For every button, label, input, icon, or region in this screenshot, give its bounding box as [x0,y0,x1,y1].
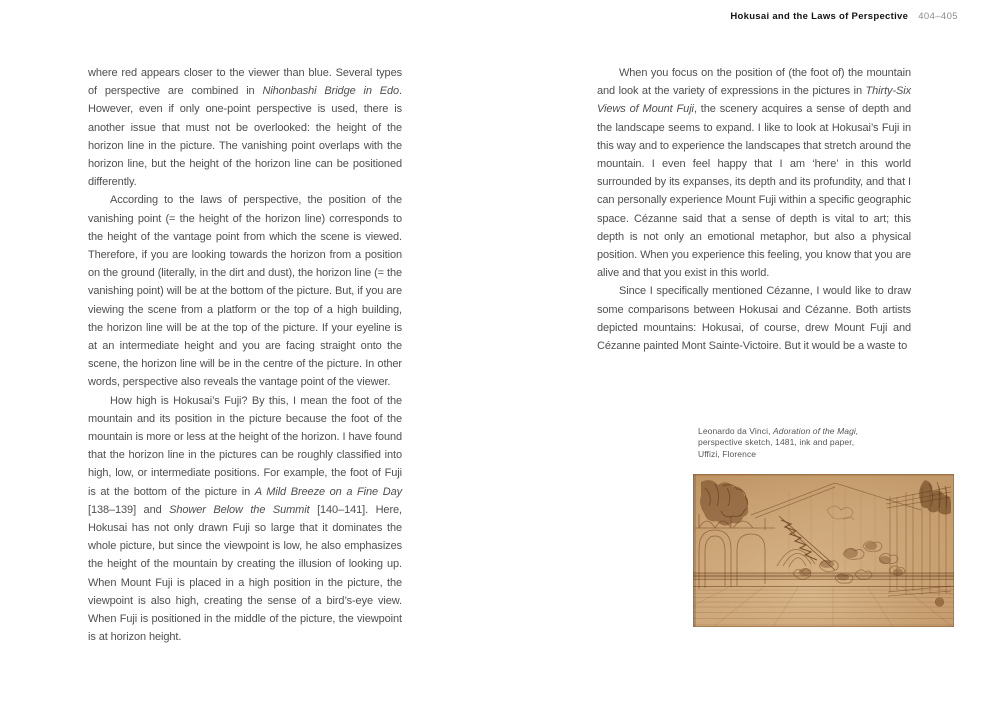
paragraph: where red appears closer to the viewer than blue. Several types of perspective are combined in Nihonbashi Bridge in Edo. However, even if only one-point perspective is used, there is another issue that must not be overlooked: the height of the horizon line in the picture. The vanishing point overlaps with the horizon line, but the height of the horizon line can be positioned differently. [88,67,402,189]
figure-caption-line: Leonardo da Vinci, Adoration of the Magi, [698,426,859,436]
paragraph: How high is Hokusai’s Fuji? By this, I mean the foot of the mountain and its position in the picture because the foot of the mountain is more or less at the height of the horizon. I have found that the horizon line in the pictures can be roughly classified into high, low, or intermediate positions. For example, the foot of Fuji is at the bottom of the picture in A Mild Breeze on a Fine Day [138–139] and Shower Below the Summit [140–141]. Here, Hokusai has not only drawn Fuji so large that it dominates the whole picture, but since the viewpoint is low, he also emphasizes the height of the mountain by creating the illusion of looking up. When Mount Fuji is placed in a high position in the picture, the viewpoint is also high, creating the sense of a bird’s-eye view. When Fuji is positioned in the middle of the picture, the viewpoint is at horizon height. [88,394,402,644]
figure-caption [698,426,938,460]
paragraph: When you focus on the position of (the foot of) the mountain and look at the variety of expressions in the pictures in Thirty-Six Views of Mount Fuji, the scenery acquires a sense of depth and the landscape seems to expand. I like to look at Hokusai’s Fuji in this way and to experience the landscapes that stretch around the mountain. I even feel happy that I am ‘here’ in this world surrounded by its expanses, its depth and its profundity, and that I can personally experience Mount Fuji within a specific geographic space. Cézanne said that a sense of depth is vital to art; this depth is not only an emotional metaphor, but also a physical position. When you experience this feeling, you know that you are alive and that you exist in this world. [597,67,911,280]
davinci-sketch-drawing [693,474,954,627]
running-head [730,11,958,22]
running-head-title: Hokusai and the Laws of Perspective [730,11,909,22]
right-page-text-column [597,64,911,355]
collection-stamp [935,598,943,606]
davinci-perspective-sketch-image [693,474,954,627]
figure-caption-line: perspective sketch, 1481, ink and paper, [698,437,855,448]
paragraph: According to the laws of perspective, the position of the vanishing point (= the height of the horizon line) corresponds to the height of the vantage point from which the scene is viewed. Therefore, if you are looking towards the horizon from a position on the ground (literally, in the dirt and dust), the horizon line (= the vanishing point) will be at the bottom of the picture. But, if you are viewing the scene from a platform or the top of a high building, the horizon line will be at the top of the picture. If your eyeline is at an intermediate height and you are facing straight onto the scene, the horizon line will be in the centre of the picture. In other words, perspective also reveals the vantage point of the viewer. [88,194,402,389]
page-numbers: 404–405 [918,11,958,22]
left-page-text-column [88,64,402,647]
figure-caption-line: Uffizi, Florence [698,448,757,459]
paragraph: Since I specifically mentioned Cézanne, I would like to draw some comparisons between Hokusai and Cézanne. Both artists depicted mountains: Hokusai, of course, drew Mount Fuji and Cézanne painted Mont Sainte-Victoire. But it would be a waste to [597,285,911,353]
